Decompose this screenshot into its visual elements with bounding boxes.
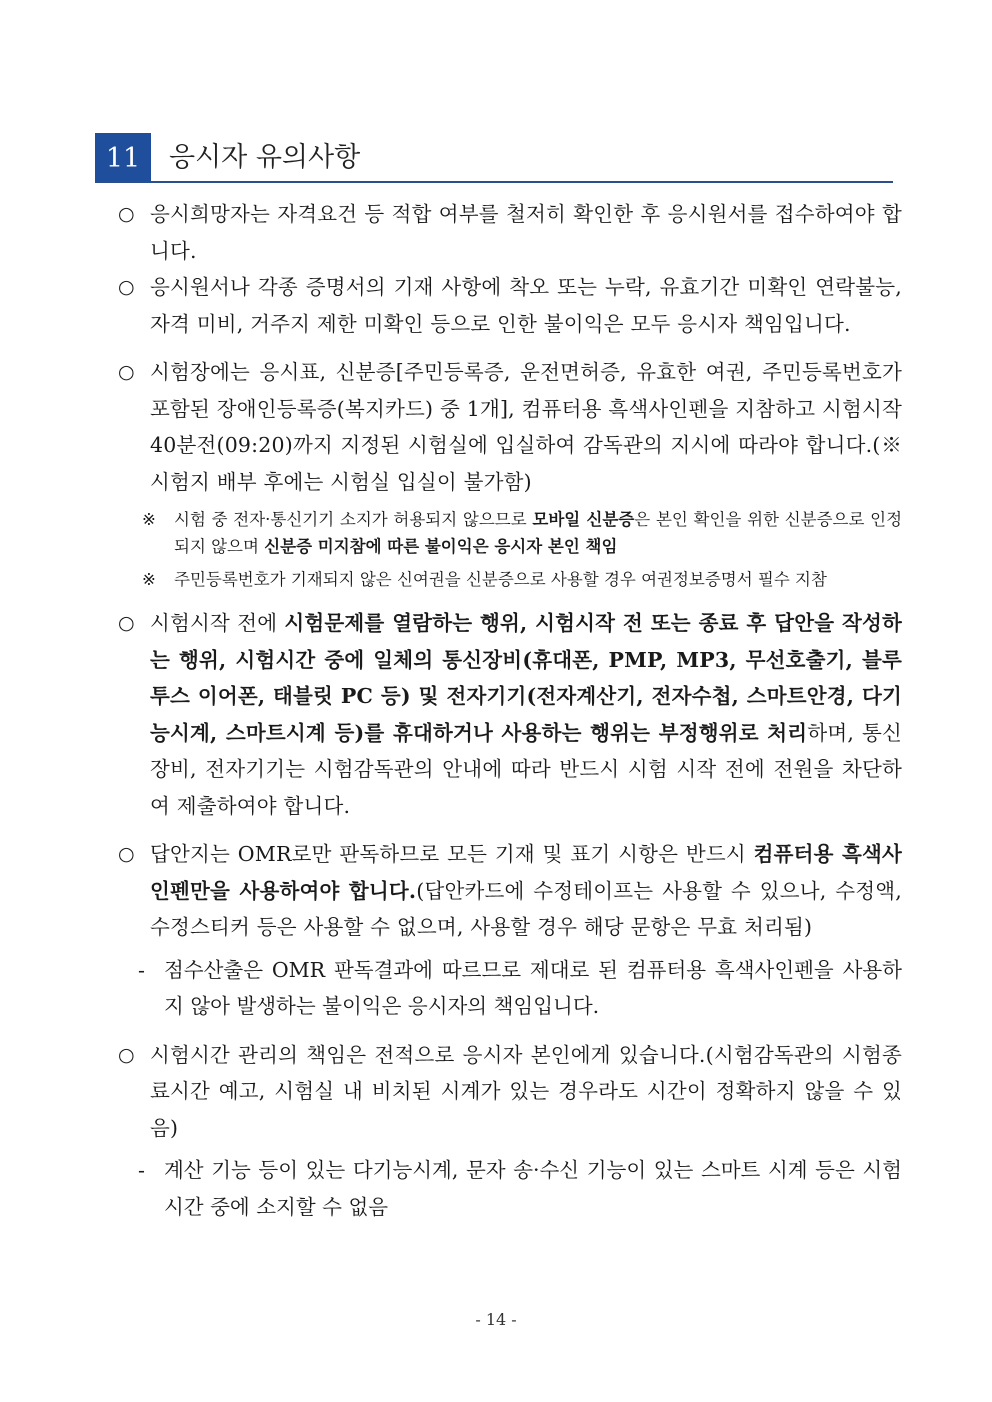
bullet-circle-icon: ○ <box>118 361 135 383</box>
notice-text: 시험시간 관리의 책임은 전적으로 응시자 본인에게 있습니다.(시험감독관의 시험종료시간 예고, 시험실 내 비치된 시계가 있는 경우라도 시간이 정확하지 않을 수 있음) <box>150 1042 902 1140</box>
section-number: 11 <box>95 133 151 183</box>
bullet-circle-icon: ○ <box>118 276 135 298</box>
note-item-2 <box>112 566 902 593</box>
section-title: 응시자 유의사항 <box>169 142 361 173</box>
notice-emphasis: 컴퓨터용 흑색사인펜만을 사용하여야 합니다. <box>150 842 902 903</box>
dash-text: 점수산출은 OMR 판독결과에 따르므로 제대로 된 컴퓨터용 흑색사인펜을 사용하지 않아 발생하는 불이익은 응시자의 책임입니다. <box>164 957 902 1018</box>
notice-item-1 <box>112 196 902 269</box>
notice-item-4 <box>112 605 902 824</box>
bullet-circle-icon: ○ <box>118 612 135 634</box>
notice-item-3 <box>112 354 902 500</box>
reference-mark-icon: ※ <box>142 570 156 589</box>
notice-text: 시험장에는 응시표, 신분증[주민등록증, 운전면허증, 유효한 여권, 주민등록번호가 포함된 장애인등록증(복지카드) 중 1개], 컴퓨터용 흑색사인펜을 지참하고 시험시작 40분전(09:20)까지 지정된 시험실에 입실하여 감독관의 지시에 따라야 합니다.(※ 시험지 배부 후에는 시험실 입실이 불가함) <box>150 360 902 494</box>
dash-item-1 <box>112 952 902 1025</box>
dash-text: 계산 기능 등이 있는 다기능시계, 문자 송·수신 기능이 있는 스마트 시계 등은 시험시간 중에 소지할 수 없음 <box>164 1158 902 1219</box>
note-emphasis: 신분증 미지참에 따른 불이익은 응시자 본인 책임 <box>264 537 618 556</box>
notice-text: (답안카드에 수정테이프는 사용할 수 있으나, 수정액, 수정스티커 등은 사용할 수 없으며, 사용할 경우 해당 문항은 무효 처리됨) <box>150 878 903 939</box>
notice-text: 답안지는 OMR로만 판독하므로 모든 기재 및 표기 시항은 반드시 <box>150 842 754 866</box>
header-rule <box>95 181 893 183</box>
notice-text: 응시희망자는 자격요건 등 적합 여부를 철저히 확인한 후 응시원서를 접수하여야 합니다. <box>150 202 902 263</box>
note-emphasis: 모바일 신분증 <box>532 510 635 529</box>
note-text: 시험 중 전자·통신기기 소지가 허용되지 않으므로 <box>174 510 533 529</box>
notice-item-2 <box>112 269 902 342</box>
section-header <box>95 133 893 183</box>
notice-text: 시험시작 전에 <box>150 611 285 635</box>
page-number: - 14 - <box>475 1310 517 1329</box>
notice-emphasis: 시험문제를 열람하는 행위, 시험시작 전 또는 종료 후 답안을 작성하는 행위, 시험시간 중에 일체의 통신장비(휴대폰, PMP, MP3, 무선호출기, 블루투스 이어폰, 태블릿 PC 등) 및 전자기기(전자계산기, 전자수첩, 스마트안경, 다기능시계, 스마트시계 등)를 휴대하거나 사용하는 행위는 부정행위로 처리 <box>150 611 903 745</box>
notice-item-6 <box>112 1037 902 1147</box>
dash-item-2 <box>112 1152 902 1225</box>
notice-item-5 <box>112 836 902 946</box>
note-item-1 <box>112 506 902 560</box>
note-text: 주민등록번호가 기재되지 않은 신여권을 신분증으로 사용할 경우 여권정보증명서 필수 지참 <box>174 570 827 589</box>
dash-mark: - <box>138 957 145 982</box>
notice-list <box>112 196 902 1225</box>
bullet-circle-icon: ○ <box>118 203 135 225</box>
reference-mark-icon: ※ <box>142 510 156 529</box>
dash-mark: - <box>138 1158 145 1182</box>
note-text: 은 본인 확인을 위한 신분증으로 인정되지 않으며 <box>174 510 903 556</box>
notice-text: 응시원서나 각종 증명서의 기재 사항에 착오 또는 누락, 유효기간 미확인 연락불능, 자격 미비, 거주지 제한 미확인 등으로 인한 불이익은 모두 응시자 책임입니다. <box>150 275 902 336</box>
bullet-circle-icon: ○ <box>118 1043 135 1066</box>
bullet-circle-icon: ○ <box>118 843 135 865</box>
notice-text: 하며, 통신장비, 전자기기는 시험감독관의 안내에 따라 반드시 시험 시작 전에 전원을 차단하여 제출하여야 합니다. <box>150 720 902 818</box>
